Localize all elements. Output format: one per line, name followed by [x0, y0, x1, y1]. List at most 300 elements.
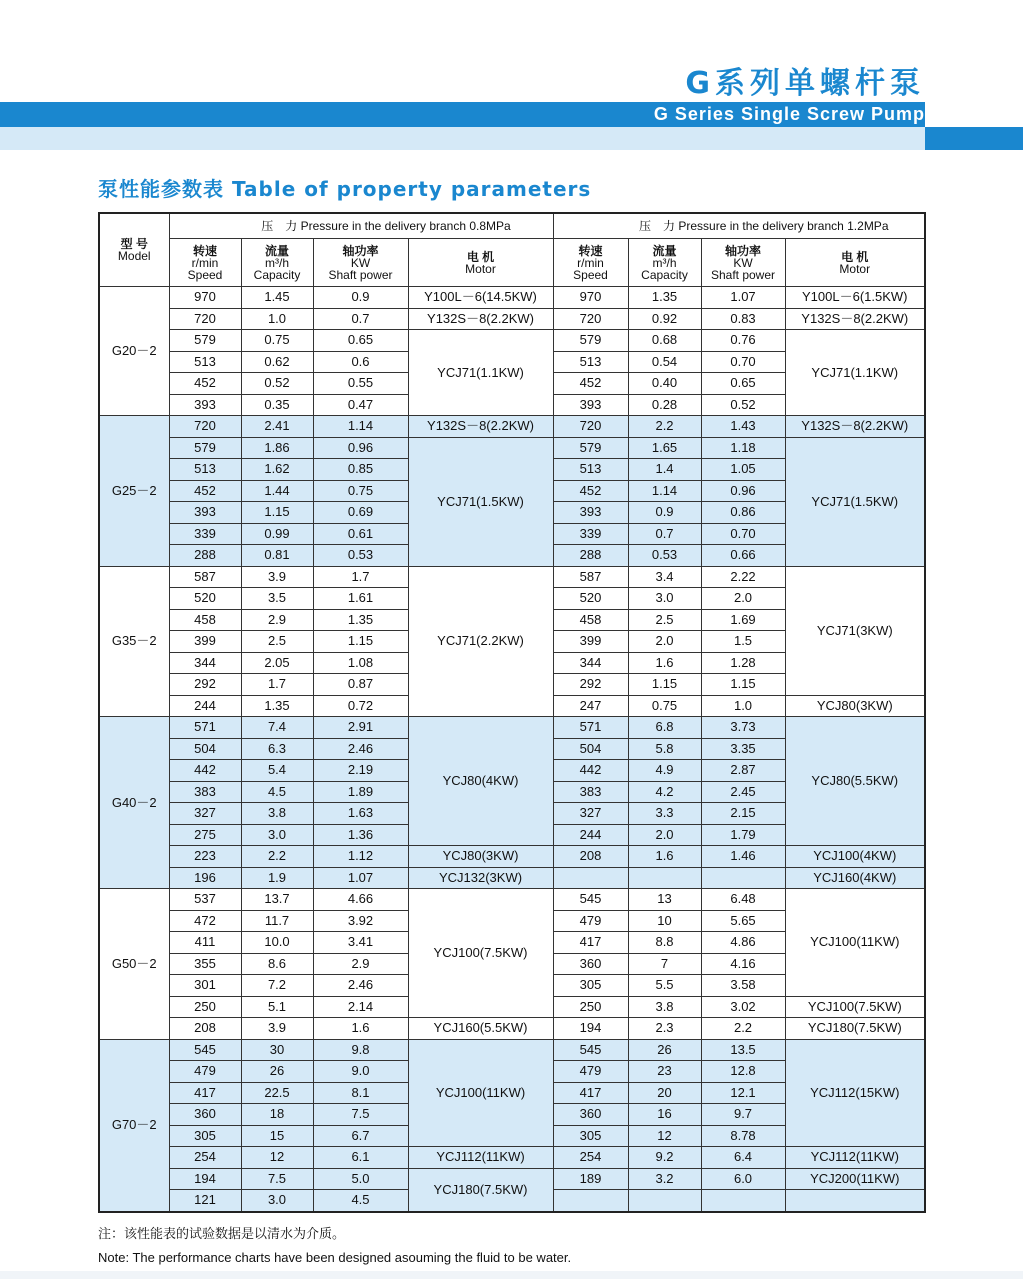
capacity-cell-right: 0.40 — [628, 373, 701, 395]
speed-cell-left: 458 — [169, 609, 241, 631]
power-cell-right: 6.48 — [701, 889, 785, 911]
col-header-line: Capacity — [253, 267, 301, 282]
capacity-cell-left: 0.81 — [241, 545, 313, 567]
page-title-en: G Series Single Screw Pump — [653, 104, 925, 124]
capacity-cell-left: 3.8 — [241, 803, 313, 825]
power-cell-left: 4.5 — [313, 1190, 408, 1212]
capacity-cell-left: 2.05 — [241, 652, 313, 674]
col-header-motor-right — [785, 239, 925, 287]
power-cell-right — [701, 1190, 785, 1212]
power-cell-right: 12.8 — [701, 1061, 785, 1083]
motor-cell-left: YCJ71(1.5KW) — [408, 437, 553, 566]
speed-cell-left: 393 — [169, 394, 241, 416]
power-cell-left: 7.5 — [313, 1104, 408, 1126]
capacity-cell-right: 3.4 — [628, 566, 701, 588]
speed-cell-left: 208 — [169, 1018, 241, 1040]
capacity-cell-left: 15 — [241, 1125, 313, 1147]
power-cell-right: 6.0 — [701, 1168, 785, 1190]
capacity-cell-right: 6.8 — [628, 717, 701, 739]
power-cell-right: 0.52 — [701, 394, 785, 416]
col-header-line: Speed — [573, 267, 608, 282]
capacity-cell-left: 0.62 — [241, 351, 313, 373]
power-cell-left: 1.63 — [313, 803, 408, 825]
speed-cell-left: 327 — [169, 803, 241, 825]
power-cell-left: 1.12 — [313, 846, 408, 868]
speed-cell-right: 479 — [553, 1061, 628, 1083]
model-cell: G25－2 — [99, 416, 169, 567]
power-cell-right: 1.5 — [701, 631, 785, 653]
speed-cell-right: 254 — [553, 1147, 628, 1169]
speed-cell-left: 288 — [169, 545, 241, 567]
column-header-row — [99, 239, 925, 287]
power-cell-right: 0.86 — [701, 502, 785, 524]
power-cell-left: 3.92 — [313, 910, 408, 932]
capacity-cell-left: 7.4 — [241, 717, 313, 739]
power-cell-left: 0.87 — [313, 674, 408, 696]
motor-cell-left: YCJ71(2.2KW) — [408, 566, 553, 717]
capacity-cell-right: 1.14 — [628, 480, 701, 502]
power-cell-left: 0.72 — [313, 695, 408, 717]
capacity-cell-left: 0.35 — [241, 394, 313, 416]
power-cell-left: 1.89 — [313, 781, 408, 803]
model-cell: G35－2 — [99, 566, 169, 717]
speed-cell-left: 121 — [169, 1190, 241, 1212]
capacity-cell-right: 16 — [628, 1104, 701, 1126]
speed-cell-right: 513 — [553, 459, 628, 481]
capacity-cell-right: 20 — [628, 1082, 701, 1104]
motor-cell-right: YCJ71(3KW) — [785, 566, 925, 695]
capacity-cell-right — [628, 1190, 701, 1212]
capacity-cell-right: 7 — [628, 953, 701, 975]
motor-cell-left: Y132S－8(2.2KW) — [408, 416, 553, 438]
capacity-cell-right: 26 — [628, 1039, 701, 1061]
capacity-cell-right: 1.4 — [628, 459, 701, 481]
model-cell: G70－2 — [99, 1039, 169, 1212]
table-row — [99, 889, 925, 911]
power-cell-right: 2.2 — [701, 1018, 785, 1040]
col-header-line: 电 机 — [841, 249, 869, 264]
capacity-cell-right: 1.6 — [628, 846, 701, 868]
power-cell-left: 4.66 — [313, 889, 408, 911]
speed-cell-right — [553, 1190, 628, 1212]
capacity-cell-right: 3.2 — [628, 1168, 701, 1190]
col-header-line: m³/h — [652, 255, 677, 270]
speed-cell-left: 587 — [169, 566, 241, 588]
power-cell-right: 0.70 — [701, 523, 785, 545]
speed-cell-left: 399 — [169, 631, 241, 653]
power-cell-right: 9.7 — [701, 1104, 785, 1126]
motor-cell-left: YCJ112(11KW) — [408, 1147, 553, 1169]
capacity-cell-right: 3.8 — [628, 996, 701, 1018]
capacity-cell-left: 1.35 — [241, 695, 313, 717]
table-row — [99, 1018, 925, 1040]
col-header-speed-right — [553, 239, 628, 287]
speed-cell-right: 571 — [553, 717, 628, 739]
speed-cell-left: 579 — [169, 437, 241, 459]
speed-cell-right: 327 — [553, 803, 628, 825]
model-cell: G40－2 — [99, 717, 169, 889]
speed-cell-right: 189 — [553, 1168, 628, 1190]
capacity-cell-right: 2.5 — [628, 609, 701, 631]
motor-cell-left: Y132S－8(2.2KW) — [408, 308, 553, 330]
speed-cell-left: 504 — [169, 738, 241, 760]
col-header-capacity-left — [241, 239, 313, 287]
speed-cell-left: 244 — [169, 695, 241, 717]
table-row — [99, 287, 925, 309]
title-band-light — [0, 127, 1023, 150]
table-row — [99, 1168, 925, 1190]
col-header-line: 轴功率 — [342, 243, 379, 258]
speed-cell-right: 504 — [553, 738, 628, 760]
power-cell-right: 0.70 — [701, 351, 785, 373]
speed-cell-right: 247 — [553, 695, 628, 717]
motor-cell-right: YCJ71(1.5KW) — [785, 437, 925, 566]
power-cell-right: 2.0 — [701, 588, 785, 610]
capacity-cell-right: 5.8 — [628, 738, 701, 760]
capacity-cell-right — [628, 867, 701, 889]
speed-cell-left: 301 — [169, 975, 241, 997]
capacity-cell-left: 1.86 — [241, 437, 313, 459]
capacity-cell-left: 3.9 — [241, 1018, 313, 1040]
capacity-cell-left: 1.7 — [241, 674, 313, 696]
power-cell-left: 0.96 — [313, 437, 408, 459]
capacity-cell-left: 0.99 — [241, 523, 313, 545]
capacity-cell-left: 0.52 — [241, 373, 313, 395]
speed-cell-right: 244 — [553, 824, 628, 846]
capacity-cell-right: 0.68 — [628, 330, 701, 352]
motor-cell-right: YCJ112(11KW) — [785, 1147, 925, 1169]
speed-cell-left: 223 — [169, 846, 241, 868]
power-cell-left: 1.07 — [313, 867, 408, 889]
col-header-line: 转速 — [192, 243, 217, 258]
capacity-cell-left: 22.5 — [241, 1082, 313, 1104]
power-cell-right: 13.5 — [701, 1039, 785, 1061]
col-header-line: KW — [733, 255, 753, 270]
motor-cell-left: YCJ80(3KW) — [408, 846, 553, 868]
capacity-cell-right: 1.65 — [628, 437, 701, 459]
capacity-cell-left: 12 — [241, 1147, 313, 1169]
speed-cell-right: 339 — [553, 523, 628, 545]
speed-cell-right: 545 — [553, 1039, 628, 1061]
motor-cell-right: YCJ100(11KW) — [785, 889, 925, 997]
power-cell-right: 0.76 — [701, 330, 785, 352]
capacity-cell-right: 1.6 — [628, 652, 701, 674]
capacity-cell-right: 2.0 — [628, 631, 701, 653]
speed-cell-right: 479 — [553, 910, 628, 932]
power-cell-left: 2.46 — [313, 975, 408, 997]
col-header-power-right — [701, 239, 785, 287]
power-cell-right: 1.15 — [701, 674, 785, 696]
power-cell-right: 4.16 — [701, 953, 785, 975]
capacity-cell-right: 13 — [628, 889, 701, 911]
speed-cell-left: 339 — [169, 523, 241, 545]
power-cell-right: 12.1 — [701, 1082, 785, 1104]
speed-cell-right: 513 — [553, 351, 628, 373]
speed-cell-left: 393 — [169, 502, 241, 524]
property-parameters-table — [98, 212, 926, 1213]
capacity-cell-left: 0.75 — [241, 330, 313, 352]
speed-cell-left: 970 — [169, 287, 241, 309]
power-cell-left: 9.0 — [313, 1061, 408, 1083]
power-cell-left: 6.1 — [313, 1147, 408, 1169]
speed-cell-left: 360 — [169, 1104, 241, 1126]
table-row — [99, 330, 925, 352]
table-row — [99, 846, 925, 868]
speed-cell-right: 417 — [553, 932, 628, 954]
capacity-cell-left: 4.5 — [241, 781, 313, 803]
capacity-cell-right: 2.2 — [628, 416, 701, 438]
speed-cell-right: 393 — [553, 502, 628, 524]
motor-cell-left: YCJ132(3KW) — [408, 867, 553, 889]
speed-cell-right: 452 — [553, 373, 628, 395]
capacity-cell-left: 1.15 — [241, 502, 313, 524]
motor-cell-left: YCJ180(7.5KW) — [408, 1168, 553, 1212]
speed-cell-left: 194 — [169, 1168, 241, 1190]
power-cell-left: 2.91 — [313, 717, 408, 739]
speed-cell-right: 417 — [553, 1082, 628, 1104]
capacity-cell-right: 9.2 — [628, 1147, 701, 1169]
capacity-cell-left: 18 — [241, 1104, 313, 1126]
capacity-cell-right: 4.2 — [628, 781, 701, 803]
power-cell-left: 1.6 — [313, 1018, 408, 1040]
speed-cell-left: 383 — [169, 781, 241, 803]
power-cell-right: 1.05 — [701, 459, 785, 481]
pressure-header-left: 压 力 Pressure in the delivery branch 0.8MPa — [169, 213, 553, 239]
capacity-cell-right: 2.0 — [628, 824, 701, 846]
note-cn: 注：该性能表的试验数据是以清水为介质。 — [98, 1226, 346, 1241]
capacity-cell-left: 1.44 — [241, 480, 313, 502]
speed-cell-right: 360 — [553, 1104, 628, 1126]
speed-cell-right: 458 — [553, 609, 628, 631]
power-cell-left: 1.7 — [313, 566, 408, 588]
speed-cell-right: 970 — [553, 287, 628, 309]
power-cell-right: 3.58 — [701, 975, 785, 997]
motor-cell-right: YCJ71(1.1KW) — [785, 330, 925, 416]
power-cell-right: 2.15 — [701, 803, 785, 825]
capacity-cell-left: 30 — [241, 1039, 313, 1061]
motor-cell-right: YCJ100(7.5KW) — [785, 996, 925, 1018]
capacity-cell-left: 3.0 — [241, 824, 313, 846]
col-header-line: Shaft power — [328, 267, 393, 282]
speed-cell-left: 442 — [169, 760, 241, 782]
col-header-line: r/min — [577, 255, 604, 270]
power-cell-left: 2.19 — [313, 760, 408, 782]
speed-cell-right: 194 — [553, 1018, 628, 1040]
col-header-line: Motor — [839, 261, 871, 276]
col-header-capacity-right — [628, 239, 701, 287]
speed-cell-left: 275 — [169, 824, 241, 846]
power-cell-left: 8.1 — [313, 1082, 408, 1104]
motor-cell-right: YCJ112(15KW) — [785, 1039, 925, 1147]
power-cell-left: 0.85 — [313, 459, 408, 481]
speed-cell-right: 344 — [553, 652, 628, 674]
speed-cell-left: 344 — [169, 652, 241, 674]
capacity-cell-right: 0.92 — [628, 308, 701, 330]
col-header-line: r/min — [191, 255, 219, 270]
power-cell-right: 1.79 — [701, 824, 785, 846]
speed-cell-left: 250 — [169, 996, 241, 1018]
capacity-cell-left: 10.0 — [241, 932, 313, 954]
capacity-cell-left: 1.0 — [241, 308, 313, 330]
power-cell-right: 1.43 — [701, 416, 785, 438]
speed-cell-left: 355 — [169, 953, 241, 975]
power-cell-left: 9.8 — [313, 1039, 408, 1061]
power-cell-right: 0.96 — [701, 480, 785, 502]
power-cell-left: 3.41 — [313, 932, 408, 954]
speed-cell-right: 250 — [553, 996, 628, 1018]
model-cell: G50－2 — [99, 889, 169, 1040]
capacity-cell-right: 8.8 — [628, 932, 701, 954]
motor-cell-right: YCJ160(4KW) — [785, 867, 925, 889]
power-cell-left: 0.65 — [313, 330, 408, 352]
speed-cell-right: 393 — [553, 394, 628, 416]
power-cell-left: 2.9 — [313, 953, 408, 975]
capacity-cell-left: 3.9 — [241, 566, 313, 588]
speed-cell-right: 292 — [553, 674, 628, 696]
capacity-cell-left: 2.5 — [241, 631, 313, 653]
capacity-cell-left: 3.0 — [241, 1190, 313, 1212]
power-cell-right: 1.18 — [701, 437, 785, 459]
power-cell-right: 5.65 — [701, 910, 785, 932]
power-cell-right: 1.0 — [701, 695, 785, 717]
capacity-cell-right: 0.7 — [628, 523, 701, 545]
power-cell-left: 0.69 — [313, 502, 408, 524]
pressure-header-right: 压 力 Pressure in the delivery branch 1.2MPa — [553, 213, 925, 239]
col-header-line: 转速 — [578, 243, 603, 258]
power-cell-right: 2.45 — [701, 781, 785, 803]
power-cell-right: 2.22 — [701, 566, 785, 588]
speed-cell-right — [553, 867, 628, 889]
model-header-cn: 型 号 — [120, 237, 148, 251]
power-cell-left: 0.61 — [313, 523, 408, 545]
speed-cell-right: 383 — [553, 781, 628, 803]
capacity-cell-left: 2.9 — [241, 609, 313, 631]
power-cell-left: 0.53 — [313, 545, 408, 567]
power-cell-right: 1.07 — [701, 287, 785, 309]
power-cell-right: 4.86 — [701, 932, 785, 954]
speed-cell-left: 305 — [169, 1125, 241, 1147]
col-header-line: m³/h — [265, 255, 289, 270]
speed-cell-left: 417 — [169, 1082, 241, 1104]
speed-cell-right: 360 — [553, 953, 628, 975]
table-row — [99, 1039, 925, 1061]
model-cell: G20－2 — [99, 287, 169, 416]
speed-cell-right: 579 — [553, 437, 628, 459]
speed-cell-right: 579 — [553, 330, 628, 352]
capacity-cell-right: 23 — [628, 1061, 701, 1083]
speed-cell-left: 196 — [169, 867, 241, 889]
capacity-cell-right: 4.9 — [628, 760, 701, 782]
table-row — [99, 717, 925, 739]
model-header-en: Model — [117, 249, 151, 263]
power-cell-right: 0.65 — [701, 373, 785, 395]
speed-cell-left: 513 — [169, 459, 241, 481]
capacity-cell-right: 0.9 — [628, 502, 701, 524]
power-cell-left: 0.47 — [313, 394, 408, 416]
capacity-cell-left: 7.5 — [241, 1168, 313, 1190]
power-cell-right: 0.83 — [701, 308, 785, 330]
power-cell-left: 2.14 — [313, 996, 408, 1018]
capacity-cell-left: 2.41 — [241, 416, 313, 438]
table-body — [99, 287, 925, 1212]
capacity-cell-right: 2.3 — [628, 1018, 701, 1040]
capacity-cell-left: 7.2 — [241, 975, 313, 997]
power-cell-right: 8.78 — [701, 1125, 785, 1147]
power-cell-right: 3.02 — [701, 996, 785, 1018]
power-cell-left: 0.6 — [313, 351, 408, 373]
col-header-line: KW — [350, 255, 371, 270]
page-title-cn: G系列单螺杆泵 — [685, 66, 925, 101]
motor-cell-left: YCJ100(11KW) — [408, 1039, 553, 1147]
motor-cell-right: YCJ80(5.5KW) — [785, 717, 925, 846]
capacity-cell-left: 5.1 — [241, 996, 313, 1018]
capacity-cell-left: 1.9 — [241, 867, 313, 889]
capacity-cell-left: 6.3 — [241, 738, 313, 760]
motor-cell-right: YCJ180(7.5KW) — [785, 1018, 925, 1040]
motor-cell-right: Y132S－8(2.2KW) — [785, 416, 925, 438]
motor-cell-right: YCJ100(4KW) — [785, 846, 925, 868]
power-cell-left: 5.0 — [313, 1168, 408, 1190]
power-cell-right: 2.87 — [701, 760, 785, 782]
col-header-power-left — [313, 239, 408, 287]
capacity-cell-left: 8.6 — [241, 953, 313, 975]
footer-band — [0, 1271, 1023, 1279]
capacity-cell-right: 12 — [628, 1125, 701, 1147]
capacity-cell-left: 2.2 — [241, 846, 313, 868]
col-header-line: Motor — [465, 261, 496, 276]
col-header-line: 电 机 — [466, 249, 495, 264]
motor-cell-right: Y132S－8(2.2KW) — [785, 308, 925, 330]
table-row — [99, 1147, 925, 1169]
speed-cell-left: 292 — [169, 674, 241, 696]
power-cell-right: 1.69 — [701, 609, 785, 631]
power-cell-right: 1.46 — [701, 846, 785, 868]
speed-cell-right: 305 — [553, 975, 628, 997]
col-header-line: 轴功率 — [725, 243, 762, 258]
col-header-line: 流量 — [264, 243, 289, 258]
speed-cell-left: 479 — [169, 1061, 241, 1083]
power-cell-left: 0.7 — [313, 308, 408, 330]
speed-cell-left: 411 — [169, 932, 241, 954]
speed-cell-right: 399 — [553, 631, 628, 653]
table-row — [99, 566, 925, 588]
power-cell-left: 2.46 — [313, 738, 408, 760]
table-row — [99, 308, 925, 330]
col-header-line: Speed — [187, 267, 223, 282]
capacity-cell-left: 13.7 — [241, 889, 313, 911]
capacity-cell-left: 3.5 — [241, 588, 313, 610]
power-cell-right: 1.28 — [701, 652, 785, 674]
speed-cell-right: 720 — [553, 416, 628, 438]
speed-cell-right: 587 — [553, 566, 628, 588]
col-header-motor-left — [408, 239, 553, 287]
power-cell-left: 1.61 — [313, 588, 408, 610]
motor-cell-left: YCJ71(1.1KW) — [408, 330, 553, 416]
capacity-cell-left: 1.62 — [241, 459, 313, 481]
speed-cell-right: 545 — [553, 889, 628, 911]
capacity-cell-right: 1.15 — [628, 674, 701, 696]
motor-cell-right: YCJ200(11KW) — [785, 1168, 925, 1190]
section-title: 泵性能参数表 Table of property parameters — [98, 177, 592, 201]
motor-cell-left: YCJ80(4KW) — [408, 717, 553, 846]
power-cell-left: 0.55 — [313, 373, 408, 395]
speed-cell-left: 720 — [169, 416, 241, 438]
power-cell-right — [701, 867, 785, 889]
motor-cell-left: YCJ100(7.5KW) — [408, 889, 553, 1018]
speed-cell-left: 520 — [169, 588, 241, 610]
motor-cell-left: YCJ160(5.5KW) — [408, 1018, 553, 1040]
model-header — [99, 213, 169, 287]
